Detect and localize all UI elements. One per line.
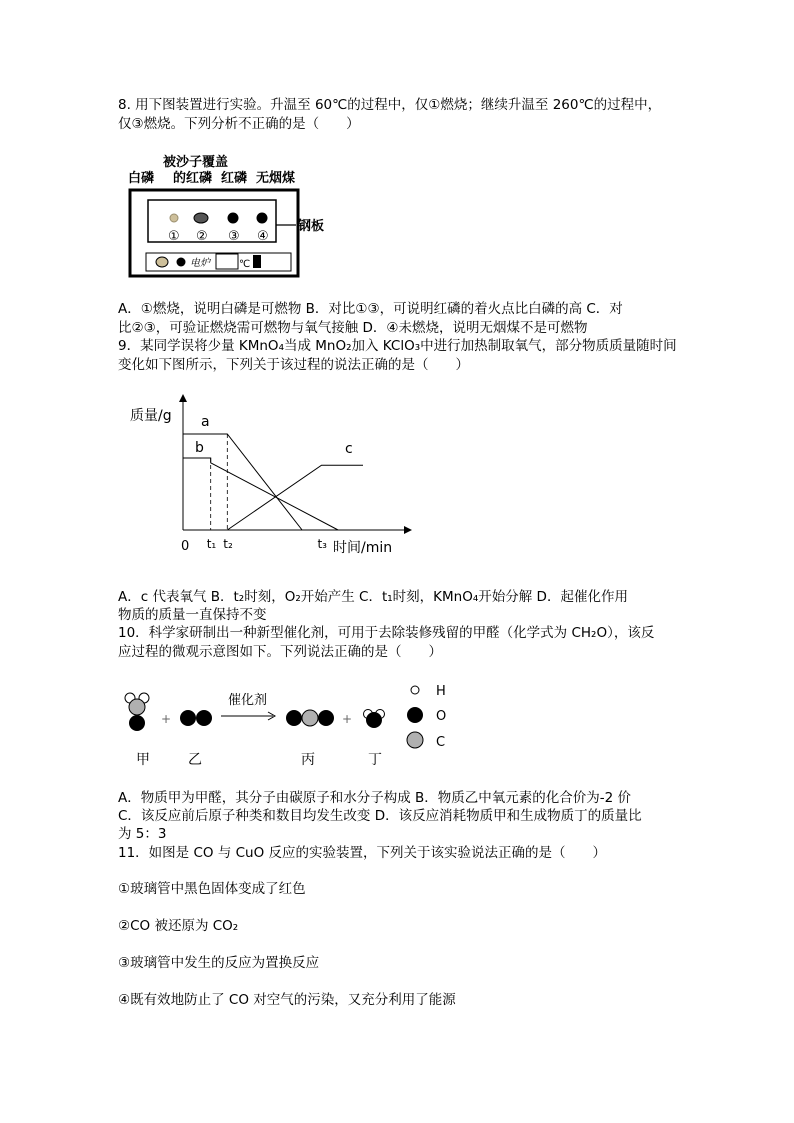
heater-light-icon [156, 257, 168, 267]
name-yi: 乙 [188, 752, 202, 768]
name-jia: 甲 [136, 752, 150, 768]
temperature-display [216, 254, 238, 269]
num-2: ② [196, 229, 208, 244]
origin-label: 0 [181, 539, 190, 554]
q11-statement-1: ①玻璃管中黑色固体变成了红色 [118, 881, 306, 897]
x-tick-label-t2: t₂ [223, 537, 233, 551]
q10-stem-line1: 10．科学家研制出一种新型催化剂，可用于去除装修残留的甲醛（化学式为 CH₂O），该反 [118, 625, 655, 641]
label-sand-line2: 的红磷 [173, 171, 213, 186]
plus-sign-1: + [161, 712, 172, 726]
q8-options-line2: 比②③，可验证燃烧需可燃物与氧气接触 D．④未燃烧，说明无烟煤不是可燃物 [118, 320, 588, 336]
x-tick-label-t1: t₁ [206, 537, 217, 551]
legend-o-label: O [436, 709, 447, 724]
q10-reaction-diagram [118, 680, 458, 775]
heater-switch-icon [253, 255, 261, 268]
x-axis-label: 时间/min [333, 540, 393, 556]
num-1: ① [168, 229, 180, 244]
q10-options-line1: A．物质甲为甲醛，其分子由碳原子和水分子构成 B．物质乙中氧元素的化合价为-2 价 [118, 790, 632, 806]
plus-sign-2: + [342, 712, 353, 726]
series-line-b [183, 458, 338, 530]
x-tick-label-t3: t₃ [317, 537, 327, 551]
molecule-yi [180, 710, 212, 726]
legend-c-icon [407, 732, 423, 748]
q11-statement-4: ④既有效地防止了 CO 对空气的污染，又充分利用了能源 [118, 992, 456, 1008]
series-label-a: a [201, 414, 210, 430]
q8-stem-line1: 8. 用下图装置进行实验。升温至 60℃的过程中，仅①燃烧；继续升温至 260℃的过程中， [118, 97, 662, 113]
legend-h-icon [411, 686, 419, 694]
heater-knob-icon [177, 258, 186, 267]
plate-label: 钢板 [298, 219, 325, 234]
q9-options-line2: 物质的质量一直保持不变 [118, 607, 267, 623]
label-white-phosphorus: 白磷 [128, 171, 155, 186]
q10-stem-line2: 应过程的微观示意图如下。下列说法正确的是（ ） [118, 644, 442, 660]
molecule-jia [125, 693, 149, 731]
molecule-ding [364, 710, 385, 729]
q9-options-line1: A．c 代表氧气 B．t₂时刻，O₂开始产生 C．t₁时刻，KMnO₄开始分解 D．起催化作用 [118, 589, 628, 605]
label-sand-line1: 被沙子覆盖 [163, 155, 229, 170]
q9-mass-time-chart [118, 390, 418, 560]
heater-label: 电炉 [190, 258, 210, 269]
molecule-bing [286, 710, 334, 726]
name-ding: 丁 [368, 752, 382, 768]
num-3: ③ [228, 229, 240, 244]
q10-options-line2: C．该反应前后原子种类和数目均发生改变 D．该反应消耗物质甲和生成物质丁的质量比 [118, 808, 642, 824]
label-anthracite: 无烟煤 [256, 171, 296, 186]
white-phosphorus-sample [170, 214, 178, 222]
q11-statement-2: ②CO 被还原为 CO₂ [118, 918, 239, 934]
label-red-phosphorus: 红磷 [221, 171, 248, 186]
series-label-b: b [195, 440, 204, 456]
q8-combustion-apparatus-figure [118, 150, 348, 280]
covered-red-phosphorus-sample [194, 213, 208, 223]
temperature-unit: ℃ [239, 259, 251, 270]
q9-stem-line2: 变化如下图所示，下列关于该过程的说法正确的是（ ） [118, 357, 469, 373]
q11-stem: 11．如图是 CO 与 CuO 反应的实验装置，下列关于该实验说法正确的是（ ） [118, 845, 607, 861]
q9-stem-line1: 9．某同学误将少量 KMnO₄当成 MnO₂加入 KClO₃中进行加热制取氧气，部分物质质量随时间 [118, 338, 677, 354]
red-phosphorus-sample [228, 213, 239, 224]
num-4: ④ [257, 229, 269, 244]
name-bing: 丙 [301, 752, 315, 768]
series-label-c: c [345, 441, 353, 458]
legend-o-icon [407, 707, 423, 723]
legend-h-label: H [436, 684, 446, 699]
q8-options-line1: A．①燃烧，说明白磷是可燃物 B．对比①③，可说明红磷的着火点比白磷的高 C．对 [118, 301, 623, 317]
catalyst-label: 催化剂 [228, 693, 268, 708]
anthracite-sample [257, 213, 268, 224]
q8-stem-line2: 仅③燃烧。下列分析不正确的是（ ） [118, 116, 360, 132]
y-axis-label: 质量/g [130, 408, 172, 424]
legend-c-label: C [436, 735, 446, 750]
q10-options-line3: 为 5：3 [118, 826, 167, 842]
q11-statement-3: ③玻璃管中发生的反应为置换反应 [118, 955, 320, 971]
